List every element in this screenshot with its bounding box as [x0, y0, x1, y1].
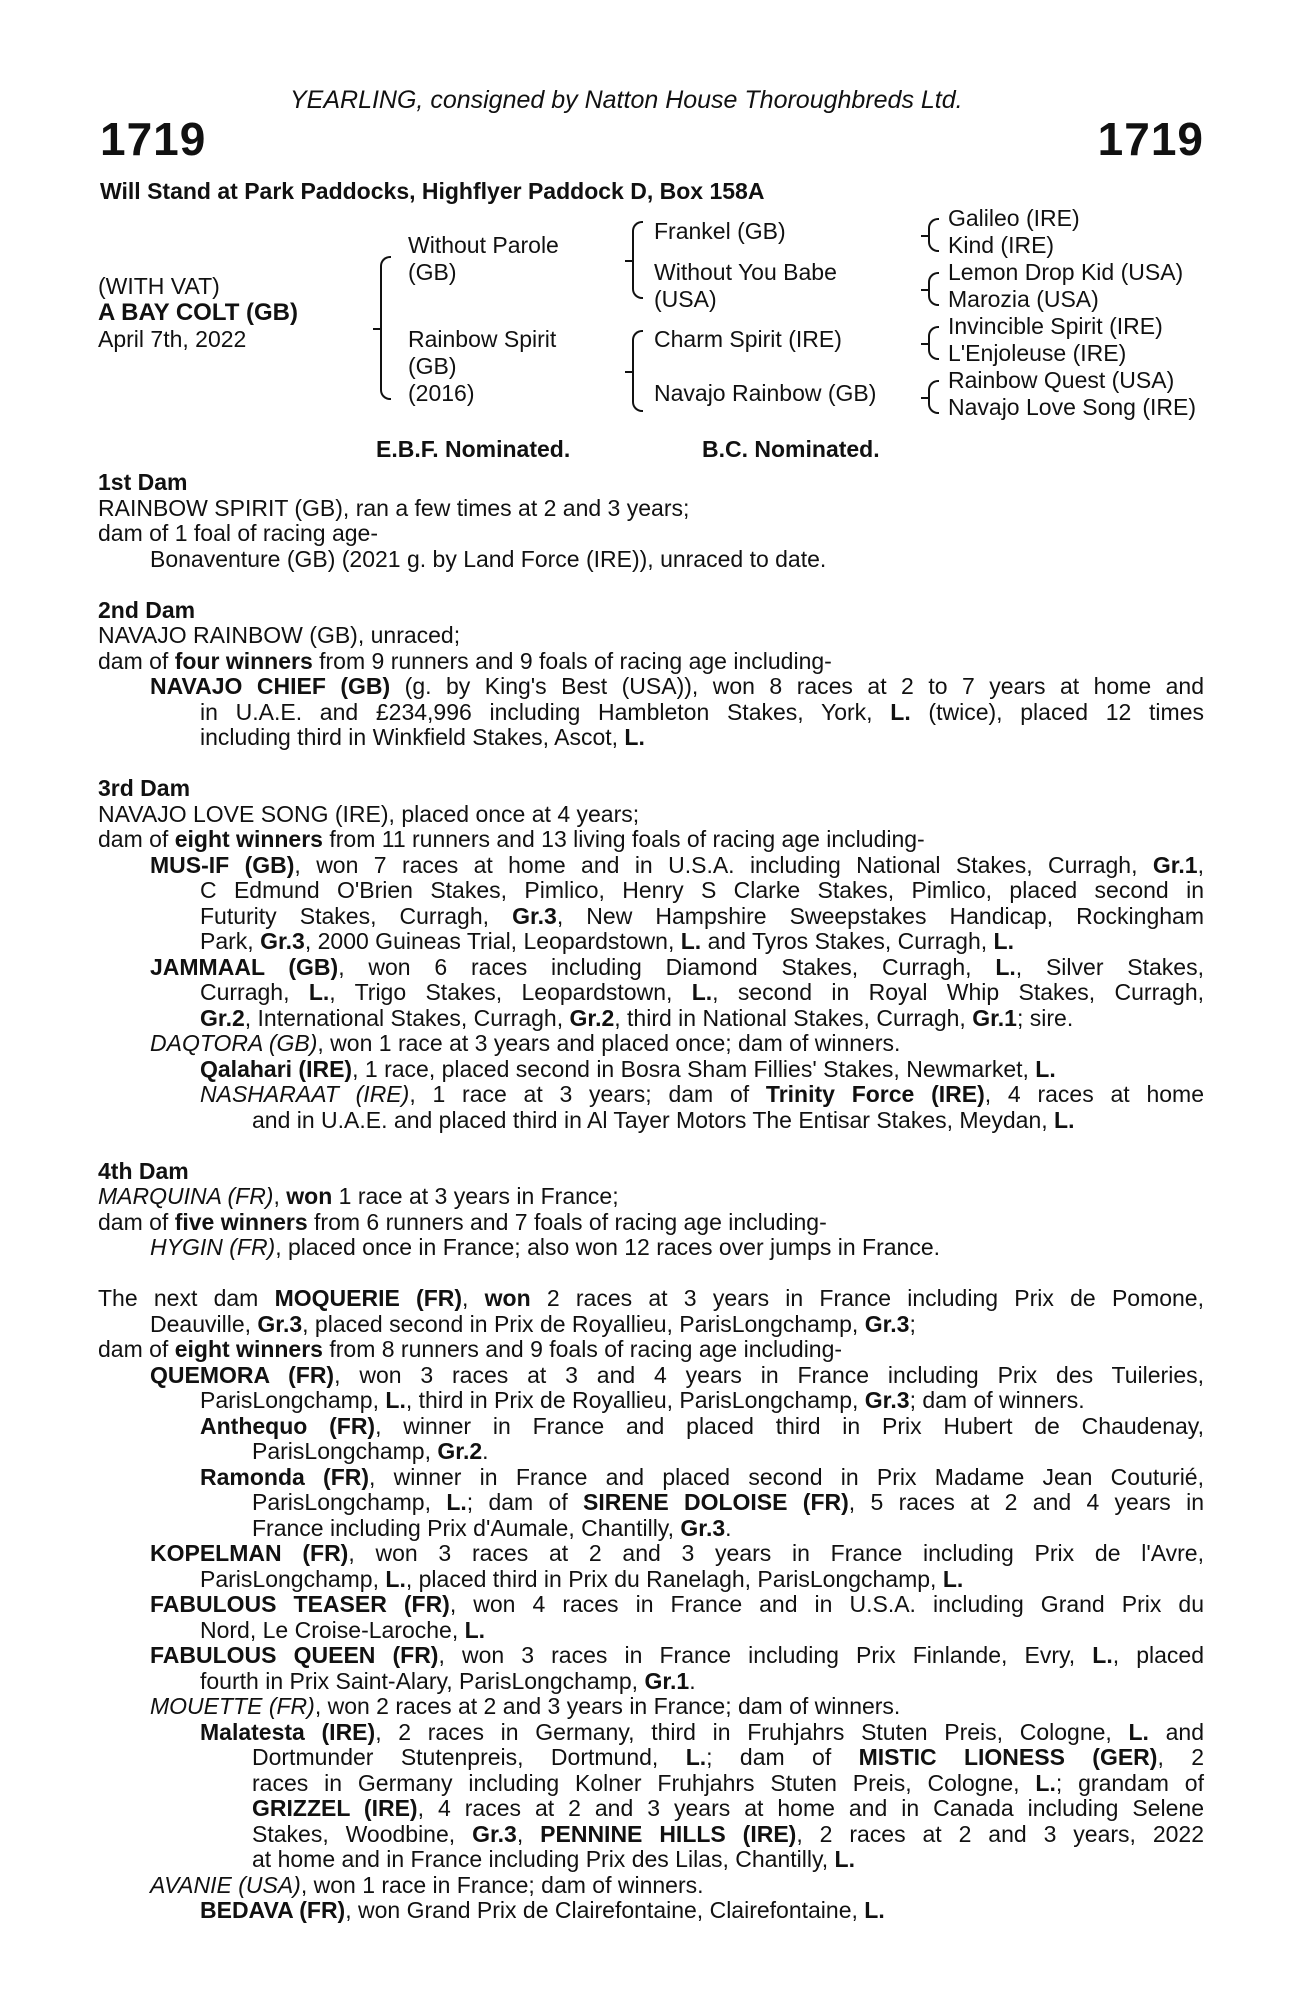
next-dam-line: MOUETTE (FR), won 2 races at 2 and 3 years in France; dam of winners. [150, 1693, 901, 1719]
ddd: Navajo Love Song (IRE) [948, 394, 1197, 420]
third-dam-line: Curragh, L., Trigo Stakes, Leopardstown, L., second in Royal Whip Stakes, Curragh, [200, 979, 1205, 1005]
brace-sire-parents [632, 221, 643, 299]
sire-line1: Without Parole [408, 232, 559, 258]
next-dam-line: Stakes, Woodbine, Gr.3, PENNINE HILLS (IRE), 2 races at 2 and 3 years, 2022 [252, 1820, 1205, 1847]
next-dam-line: AVANIE (USA), won 1 race in France; dam of winners. [150, 1871, 704, 1898]
brace-gp2 [928, 272, 939, 306]
second-dam-heading: 2nd Dam [98, 596, 196, 623]
lot-number-right: 1719 [1097, 113, 1204, 165]
fourth-dam-heading: 4th Dam [98, 1157, 189, 1184]
sire-sire: Frankel (GB) [654, 218, 786, 244]
next-dam-line: Malatesta (IRE), 2 races in Germany, third in Fruhjahrs Stuten Preis, Cologne, L. and [200, 1718, 1205, 1745]
brace-gp4 [928, 380, 939, 414]
third-dam-line: dam of eight winners from 11 runners and 13 living foals of racing age including- [98, 826, 925, 852]
third-dam-line: Futurity Stakes, Curragh, Gr.3, New Hampshire Sweepstakes Handicap, Rockingham [200, 902, 1204, 929]
foaling-date: April 7th, 2022 [98, 326, 247, 352]
third-dam-line: JAMMAAL (GB), won 6 races including Diamond Stakes, Curragh, L., Silver Stakes, [150, 953, 1204, 980]
third-dam-line: Park, Gr.3, 2000 Guineas Trial, Leopardstown, L. and Tyros Stakes, Curragh, L. [200, 928, 1014, 954]
next-dam-line: France including Prix d'Aumale, Chantilly, Gr.3. [252, 1514, 732, 1541]
next-dam-line: FABULOUS TEASER (FR), won 4 races in France and in U.S.A. including Grand Prix du [150, 1591, 1204, 1617]
next-dam-line: ParisLongchamp, L.; dam of SIRENE DOLOISE (FR), 5 races at 2 and 4 years in [252, 1489, 1205, 1515]
dam-dam: Navajo Rainbow (GB) [654, 380, 877, 406]
next-dam-line: GRIZZEL (IRE), 4 races at 2 and 3 years at home and in Canada including Selene [252, 1795, 1205, 1821]
second-dam-line: NAVAJO CHIEF (GB) (g. by King's Best (USA)), won 8 races at 2 to 7 years at home and [150, 673, 1204, 699]
next-dam-line: Anthequo (FR), winner in France and placed third in Prix Hubert de Chaudenay, [200, 1412, 1204, 1439]
third-dam-line: NAVAJO LOVE SONG (IRE), placed once at 4 years; [98, 800, 640, 827]
third-dam-line: Gr.2, International Stakes, Curragh, Gr.2, third in National Stakes, Curragh, Gr.1; sire. [200, 1004, 1074, 1031]
dam-line2: (GB) [408, 353, 457, 379]
next-dam-line: Deauville, Gr.3, placed second in Prix de Royallieu, ParisLongchamp, Gr.3; [150, 1310, 916, 1337]
third-dam-line: NASHARAAT (IRE), 1 race at 3 years; dam of Trinity Force (IRE), 4 races at home [200, 1081, 1204, 1107]
fourth-dam-line: MARQUINA (FR), won 1 race at 3 years in France; [98, 1183, 619, 1209]
next-dam-line: at home and in France including Prix des Lilas, Chantilly, L. [252, 1846, 855, 1872]
fourth-dam-line: dam of five winners from 6 runners and 7 foals of racing age including- [98, 1208, 827, 1235]
third-dam-line: DAQTORA (GB), won 1 race at 3 years and placed once; dam of winners. [150, 1030, 901, 1056]
second-dam-line: in U.A.E. and £234,996 including Hambleton Stakes, York, L. (twice), placed 12 times [200, 698, 1204, 725]
dam-sire: Charm Spirit (IRE) [654, 326, 842, 352]
second-dam-line: dam of four winners from 9 runners and 9 foals of racing age including- [98, 647, 832, 674]
second-dam-line: including third in Winkfield Stakes, Ascot, L. [200, 724, 645, 750]
sss: Galileo (IRE) [948, 205, 1080, 231]
sire-line2: (GB) [408, 259, 457, 285]
next-dam-line: Nord, Le Croise-Laroche, L. [200, 1616, 486, 1643]
next-dam-line: QUEMORA (FR), won 3 races at 3 and 4 years in France including Prix des Tuileries, [150, 1361, 1204, 1388]
next-dam-line: ParisLongchamp, L., third in Prix de Royallieu, ParisLongchamp, Gr.3; dam of winners. [200, 1387, 1085, 1413]
vat-label: (WITH VAT) [98, 273, 220, 299]
next-dam-line: ParisLongchamp, Gr.2. [252, 1438, 489, 1464]
dam-line1: Rainbow Spirit [408, 326, 557, 352]
first-dam-line: Bonaventure (GB) (2021 g. by Land Force (IRE)), unraced to date. [150, 545, 827, 572]
horse-name: A BAY COLT (GB) [98, 299, 299, 326]
brace-gp3 [928, 326, 939, 360]
third-dam-line: and in U.A.E. and placed third in Al Tayer Motors The Entisar Stakes, Meydan, L. [252, 1106, 1075, 1133]
sds: Lemon Drop Kid (USA) [948, 259, 1184, 285]
next-dam-line: ParisLongchamp, L., placed third in Prix du Ranelagh, ParisLongchamp, L. [200, 1565, 964, 1592]
third-dam-line: MUS-IF (GB), won 7 races at home and in U.S.A. including National Stakes, Curragh, Gr.1, [150, 851, 1204, 878]
fourth-dam-line: HYGIN (FR), placed once in France; also won 12 races over jumps in France. [150, 1234, 940, 1260]
first-dam-line: dam of 1 foal of racing age- [98, 520, 378, 546]
stand-location: Will Stand at Park Paddocks, Highflyer Paddock D, Box 158A [100, 178, 765, 204]
lot-number-left: 1719 [100, 113, 207, 165]
next-dam-line: races in Germany including Kolner Fruhjahrs Stuten Preis, Cologne, L.; grandam of [252, 1769, 1204, 1796]
sire-dam-line2: (USA) [654, 286, 717, 312]
third-dam-heading: 3rd Dam [98, 775, 191, 801]
next-dam-line: The next dam MOQUERIE (FR), won 2 races at 3 years in France including Prix de Pomone, [98, 1285, 1204, 1311]
brace-dam-parents [632, 330, 643, 412]
dsd: L'Enjoleuse (IRE) [948, 340, 1127, 366]
next-dam-line: FABULOUS QUEEN (FR), won 3 races in France including Prix Finlande, Evry, L., placed [150, 1642, 1204, 1668]
next-dam-line: BEDAVA (FR), won Grand Prix de Clairefontaine, Clairefontaine, L. [200, 1897, 885, 1923]
first-dam-heading: 1st Dam [98, 469, 188, 495]
next-dam-line: fourth in Prix Saint-Alary, ParisLongchamp, Gr.1. [200, 1667, 696, 1694]
next-dam-line: dam of eight winners from 8 runners and 9 foals of racing age including- [98, 1336, 843, 1362]
ebf-nomination: E.B.F. Nominated. [376, 436, 571, 462]
third-dam-line: Qalahari (IRE), 1 race, placed second in Bosra Sham Fillies' Stakes, Newmarket, L. [200, 1055, 1056, 1082]
first-dam-line: RAINBOW SPIRIT (GB), ran a few times at 2 and 3 years; [98, 494, 690, 521]
dss: Invincible Spirit (IRE) [948, 313, 1163, 339]
next-dam-line: Ramonda (FR), winner in France and placed second in Prix Madame Jean Couturié, [200, 1463, 1204, 1490]
sdd: Marozia (USA) [948, 286, 1099, 312]
consignment-line: YEARLING, consigned by Natton House Thoroughbreds Ltd. [290, 86, 963, 114]
bc-nomination: B.C. Nominated. [702, 436, 880, 462]
brace-parents [380, 256, 391, 400]
third-dam-line: C Edmund O'Brien Stakes, Pimlico, Henry S Clarke Stakes, Pimlico, placed second in [200, 877, 1204, 903]
ssd: Kind (IRE) [948, 232, 1055, 258]
dds: Rainbow Quest (USA) [948, 367, 1175, 393]
dam-line3: (2016) [408, 380, 475, 406]
second-dam-line: NAVAJO RAINBOW (GB), unraced; [98, 622, 461, 648]
next-dam-line: Dortmunder Stutenpreis, Dortmund, L.; dam of MISTIC LIONESS (GER), 2 [252, 1744, 1205, 1770]
sire-dam-line1: Without You Babe [654, 259, 837, 285]
brace-gp1 [928, 218, 939, 252]
next-dam-line: KOPELMAN (FR), won 3 races at 2 and 3 years in France including Prix de l'Avre, [150, 1540, 1204, 1566]
